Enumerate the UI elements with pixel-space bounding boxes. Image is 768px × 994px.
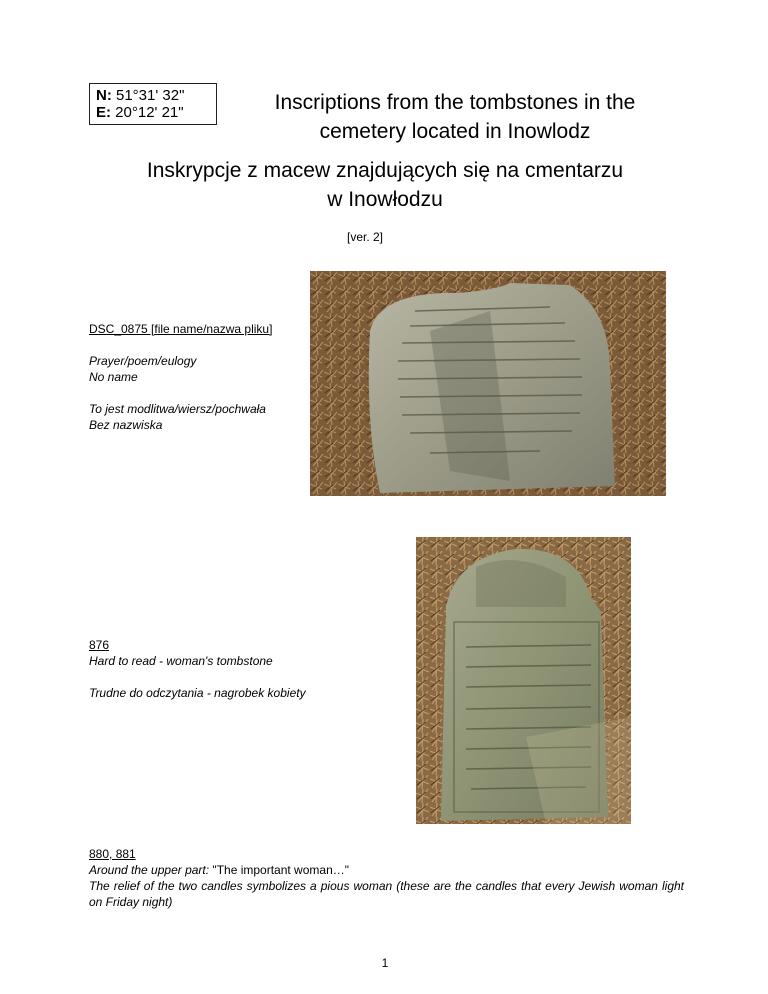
entry-876 (89, 637, 349, 701)
page-number: 1 (381, 956, 389, 970)
north-label: N: (96, 87, 112, 104)
around-text: "The important woman…" (209, 863, 349, 877)
entry-file-name: 880, 881 (89, 847, 136, 861)
entry-polish-line2: Bez nazwiska (89, 418, 163, 432)
tombstone-photo-0875 (310, 271, 666, 496)
entry-polish-line1: Trudne do odczytania - nagrobek kobiety (89, 686, 306, 700)
east-value: 20°12' 21" (115, 104, 184, 121)
title-polish (100, 156, 670, 214)
entry-file-name: 876 (89, 638, 110, 652)
entry-around-upper-part (89, 862, 684, 878)
entry-polish-line1: To jest modlitwa/wiersz/pochwała (89, 402, 266, 416)
entry-english-line2: No name (89, 370, 138, 384)
title-polish-line1: Inskrypcje z macew znajdujących się na cmentarzu (146, 159, 624, 182)
entry-english-line1: Prayer/poem/eulogy (89, 354, 197, 368)
title-polish-line2: w Inowłodzu (327, 188, 443, 211)
entry-0875 (89, 321, 299, 433)
north-coordinate (96, 87, 210, 104)
coordinates-box (89, 83, 217, 125)
entry-file-name: DSC_0875 [file name/nazwa pliku] (89, 322, 273, 336)
title-english (230, 88, 680, 146)
tombstone-photo-876 (416, 537, 631, 824)
version-label: [ver. 2] (346, 230, 384, 244)
around-label: Around the upper part: (89, 863, 210, 877)
east-coordinate (96, 104, 210, 121)
title-english-line2: cemetery located in Inowlodz (319, 120, 591, 143)
east-label: E: (96, 104, 111, 121)
title-english-line1: Inscriptions from the tombstones in the (274, 91, 636, 114)
entry-description: The relief of the two candles symbolizes a pious woman (these are the candles that every Jewish woman light on Friday night) (89, 879, 684, 909)
entry-english-line1: Hard to read - woman's tombstone (89, 654, 273, 668)
north-value: 51°31' 32" (116, 87, 185, 104)
entry-880-881 (89, 846, 684, 910)
